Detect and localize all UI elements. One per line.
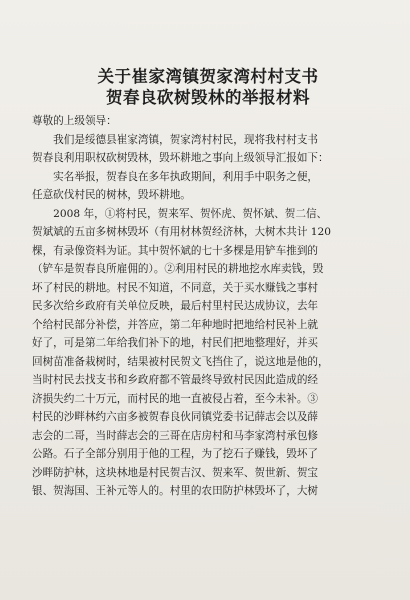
- text-line: 棵，有录像资料为证。其中贺怀斌的七十多棵是用铲车推到的: [32, 244, 319, 257]
- text-line: 2008 年，①将村民，贺来军、贺怀虎、贺怀斌、贺二信、: [32, 207, 328, 220]
- text-line: 当时村民去找支书和乡政府都不管最终导致村民因此造成的经: [32, 374, 319, 386]
- paragraph-report-statement: [32, 168, 384, 205]
- text-line: 个给村民部分补偿，并答应，第二年种地时把地给村民补上就: [32, 318, 319, 331]
- text-line: 任意砍伐村民的树林，毁坏耕地。: [32, 189, 191, 201]
- paragraph-details-2008: [32, 205, 384, 501]
- text-line: 我们是绥德县崔家湾镇，贺家湾村村民，现将我村村支书: [32, 133, 319, 146]
- title-line-1: 关于崔家湾镇贺家湾村村支书: [97, 67, 319, 86]
- text-line: （铲车是贺春良所雇佣的）。②利用村民的耕地挖水库卖钱，毁: [32, 263, 324, 275]
- document-title: [32, 66, 384, 108]
- text-line: 贺春良利用职权砍树毁林，毁坏耕地之事向上级领导汇报如下：: [32, 152, 329, 164]
- text-line: 回树苗准备栽树时，结果被村民贺文飞挡住了，说这地是他的，: [32, 355, 329, 368]
- text-line: 好了，可是第二年给我们补下的地，村民们把地整理好，并买: [32, 337, 319, 349]
- text-line: 济损失约二十万元，而村民的地一直被侵占着，至今未补。③: [32, 392, 319, 405]
- text-line: 坏了村民的耕地。村民不知道，不同意，关于买水赚钱之事村: [32, 281, 319, 294]
- paragraph-intro: [32, 131, 384, 168]
- text-line: 民多次给乡政府有关单位反映，最后村里村民达成协议，去年: [32, 300, 319, 312]
- text-line: 贺斌斌的五亩多树林毁坏（有用材林贺经济林，大树木共计 120: [32, 226, 332, 238]
- text-line: 志会的二哥，当时薛志会的三哥在店房村和马李家湾村承包修: [32, 429, 319, 442]
- text-line: 公路。石子全部分别用于他的工程，为了挖石子赚钱，毁坏了: [32, 448, 319, 460]
- text-line: 村民的沙畔林约六亩多被贺春良伙同镇党委书记薛志会以及薛: [32, 411, 319, 423]
- salutation: 尊敬的上级领导：: [32, 115, 117, 127]
- title-line-2: 贺春良砍树毁林的举报材料: [106, 88, 310, 107]
- text-line: 沙畔防护林，这块林地是村民贺吉汉、贺来军、贺世新、贺宝: [32, 466, 319, 479]
- text-line: 实名举报，贺春良在多年执政期间，利用手中职务之便，: [32, 170, 319, 183]
- text-line: 银、贺海国、王补元等人的。村里的农田防护林毁坏了，大树: [32, 485, 319, 497]
